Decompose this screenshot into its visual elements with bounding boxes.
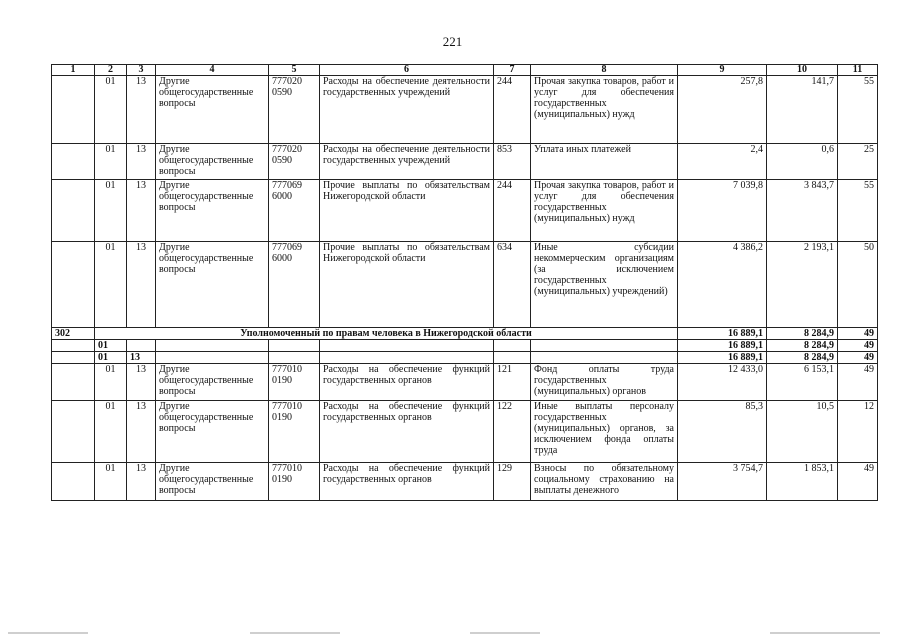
cell-chapter: 01 (95, 401, 127, 463)
cell-expense-type: 853 (494, 144, 531, 180)
cell-actual: 1 853,1 (767, 463, 838, 501)
cell-subchapter-name: Другие общегосударственные вопросы (156, 364, 269, 401)
cell-expense-type-name: Взносы по обязательному социальному страхованию на выплаты денежного (531, 463, 678, 501)
cell-subchapter-name: Другие общегосударственные вопросы (156, 401, 269, 463)
cell-section (52, 242, 95, 328)
col-header-4: 4 (156, 65, 269, 76)
subtotal-chapter: 01 (95, 340, 127, 352)
cell-subchapter: 13 (127, 242, 156, 328)
col-header-9: 9 (678, 65, 767, 76)
section-actual: 8 284,9 (767, 328, 838, 340)
cell-actual: 3 843,7 (767, 180, 838, 242)
cell-percent: 12 (838, 401, 878, 463)
cell-empty (494, 352, 531, 364)
col-header-2: 2 (95, 65, 127, 76)
cell-actual: 141,7 (767, 76, 838, 144)
subtotal-percent: 49 (838, 352, 878, 364)
page-number: 221 (442, 34, 463, 49)
subtotal-percent: 49 (838, 340, 878, 352)
table-row (52, 180, 878, 242)
cell-plan: 2,4 (678, 144, 767, 180)
cell-expense-type-name: Иные субсидии некоммерческим организациям (за исключением государственных (муниципальных) учреждений) (531, 242, 678, 328)
cell-percent: 55 (838, 76, 878, 144)
subtotal-plan: 16 889,1 (678, 340, 767, 352)
cell-expense-type: 244 (494, 76, 531, 144)
cell-plan: 257,8 (678, 76, 767, 144)
cell-article-name: Расходы на обеспечение деятельности государственных учреждений (320, 144, 494, 180)
cell-subchapter: 13 (127, 144, 156, 180)
table-row (52, 463, 878, 501)
cell-expense-type: 121 (494, 364, 531, 401)
header-row (52, 65, 878, 76)
cell-plan: 85,3 (678, 401, 767, 463)
subtotal-row (52, 340, 878, 352)
col-header-6: 6 (320, 65, 494, 76)
cell-target-article: 777020 0590 (269, 144, 320, 180)
table-row (52, 242, 878, 328)
cell-percent: 25 (838, 144, 878, 180)
cell-expense-type-name: Уплата иных платежей (531, 144, 678, 180)
cell-subchapter-name: Другие общегосударственные вопросы (156, 180, 269, 242)
cell-empty (320, 340, 494, 352)
cell-plan: 7 039,8 (678, 180, 767, 242)
cell-expense-type-name: Прочая закупка товаров, работ и услуг для обеспечения государственных (муниципальных) нужд (531, 76, 678, 144)
cell-article-name: Прочие выплаты по обязательствам Нижегородской области (320, 180, 494, 242)
cell-target-article: 777069 6000 (269, 180, 320, 242)
cell-target-article: 777010 0190 (269, 401, 320, 463)
cell-plan: 12 433,0 (678, 364, 767, 401)
cell-chapter: 01 (95, 180, 127, 242)
table-row (52, 364, 878, 401)
cell-chapter: 01 (95, 364, 127, 401)
subtotal-subchapter: 13 (127, 352, 156, 364)
cell-expense-type: 244 (494, 180, 531, 242)
cell-empty (127, 340, 156, 352)
cell-empty (52, 340, 95, 352)
cell-subchapter: 13 (127, 401, 156, 463)
col-header-8: 8 (531, 65, 678, 76)
cell-empty (156, 352, 269, 364)
cell-actual: 2 193,1 (767, 242, 838, 328)
cell-plan: 3 754,7 (678, 463, 767, 501)
cell-expense-type-name: Прочая закупка товаров, работ и услуг для обеспечения государственных (муниципальных) нужд (531, 180, 678, 242)
cell-expense-type: 129 (494, 463, 531, 501)
cell-expense-type-name: Иные выплаты персоналу государственных (муниципальных) органов, за исключением фонда оплаты труда (531, 401, 678, 463)
cell-actual: 6 153,1 (767, 364, 838, 401)
cell-chapter: 01 (95, 242, 127, 328)
section-code: 302 (52, 328, 95, 340)
cell-section (52, 144, 95, 180)
col-header-10: 10 (767, 65, 838, 76)
cell-section (52, 76, 95, 144)
cell-empty (156, 340, 269, 352)
col-header-1: 1 (52, 65, 95, 76)
cell-article-name: Расходы на обеспечение функций государственных органов (320, 364, 494, 401)
cell-subchapter-name: Другие общегосударственные вопросы (156, 76, 269, 144)
cell-subchapter: 13 (127, 364, 156, 401)
cell-empty (269, 340, 320, 352)
cell-percent: 49 (838, 463, 878, 501)
cell-chapter: 01 (95, 463, 127, 501)
subtotal-chapter: 01 (95, 352, 127, 364)
cell-percent: 55 (838, 180, 878, 242)
table-row (52, 76, 878, 144)
cell-empty (531, 352, 678, 364)
cell-expense-type: 634 (494, 242, 531, 328)
cell-subchapter-name: Другие общегосударственные вопросы (156, 463, 269, 501)
cell-target-article: 777010 0190 (269, 463, 320, 501)
cell-actual: 0,6 (767, 144, 838, 180)
cell-chapter: 01 (95, 144, 127, 180)
cell-percent: 50 (838, 242, 878, 328)
cell-empty (320, 352, 494, 364)
cell-section (52, 463, 95, 501)
col-header-5: 5 (269, 65, 320, 76)
budget-table (51, 64, 878, 501)
cell-subchapter: 13 (127, 76, 156, 144)
cell-target-article: 777020 0590 (269, 76, 320, 144)
cell-chapter: 01 (95, 76, 127, 144)
cell-percent: 49 (838, 364, 878, 401)
cell-subchapter: 13 (127, 463, 156, 501)
cell-empty (269, 352, 320, 364)
cell-subchapter: 13 (127, 180, 156, 242)
subtotal-plan: 16 889,1 (678, 352, 767, 364)
section-title: Уполномоченный по правам человека в Нижегородской области (95, 328, 678, 340)
cell-section (52, 364, 95, 401)
scan-artifact (8, 632, 88, 634)
subtotal-actual: 8 284,9 (767, 340, 838, 352)
table-row (52, 401, 878, 463)
scan-artifact (250, 632, 340, 634)
cell-section (52, 180, 95, 242)
section-percent: 49 (838, 328, 878, 340)
subtotal-actual: 8 284,9 (767, 352, 838, 364)
cell-subchapter-name: Другие общегосударственные вопросы (156, 144, 269, 180)
cell-expense-type-name: Фонд оплаты труда государственных (муниципальных) органов (531, 364, 678, 401)
table-row (52, 144, 878, 180)
col-header-7: 7 (494, 65, 531, 76)
cell-empty (52, 352, 95, 364)
cell-target-article: 777069 6000 (269, 242, 320, 328)
scan-artifact (470, 632, 540, 634)
cell-article-name: Расходы на обеспечение функций государственных органов (320, 401, 494, 463)
cell-empty (494, 340, 531, 352)
section-plan: 16 889,1 (678, 328, 767, 340)
cell-article-name: Расходы на обеспечение деятельности государственных учреждений (320, 76, 494, 144)
scan-artifact (770, 632, 880, 634)
cell-empty (531, 340, 678, 352)
section-row (52, 328, 878, 340)
cell-actual: 10,5 (767, 401, 838, 463)
cell-target-article: 777010 0190 (269, 364, 320, 401)
subtotal-row (52, 352, 878, 364)
col-header-3: 3 (127, 65, 156, 76)
cell-section (52, 401, 95, 463)
cell-article-name: Расходы на обеспечение функций государственных органов (320, 463, 494, 501)
cell-article-name: Прочие выплаты по обязательствам Нижегородской области (320, 242, 494, 328)
cell-subchapter-name: Другие общегосударственные вопросы (156, 242, 269, 328)
col-header-11: 11 (838, 65, 878, 76)
cell-plan: 4 386,2 (678, 242, 767, 328)
cell-expense-type: 122 (494, 401, 531, 463)
